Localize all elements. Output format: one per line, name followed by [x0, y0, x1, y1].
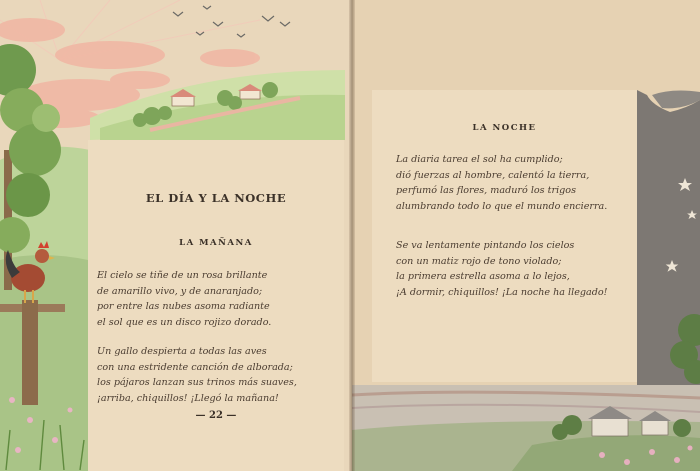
verse-line: con un matiz rojo de tono violado; — [396, 255, 562, 267]
verse-line: Un gallo despierta a todas las aves — [97, 346, 267, 357]
right-text-panel — [372, 90, 637, 382]
page-number: — 22 — — [195, 410, 237, 421]
verse-line: de amarillo vivo, y de anaranjado; — [97, 285, 263, 297]
verse-line: la primera estrella asoma a lo lejos, — [396, 271, 570, 283]
morning-stanza-2 — [97, 344, 297, 406]
night-stanza-1 — [396, 152, 607, 214]
morning-stanza-1 — [97, 268, 271, 330]
book-gutter — [349, 0, 355, 471]
verse-line: los pájaros lanzan sus trinos más suaves, — [97, 377, 297, 389]
verse-line: El cielo se tiñe de un rosa brillante — [97, 270, 268, 281]
verse-line: dió fuerzas al hombre, calentó la tierra, — [396, 169, 590, 181]
verse-line: ¡arriba, chiquillos! ¡Llegó la mañana! — [97, 392, 279, 404]
section-title-night: LA NOCHE — [472, 123, 537, 133]
verse-line: con una estridente canción de alborada; — [97, 361, 293, 373]
verse-line: ¡A dormir, chiquillos! ¡La noche ha llegado! — [396, 286, 608, 298]
verse-line: alumbrando todo lo que el mundo encierra. — [396, 200, 608, 212]
verse-line: Se va lentamente pintando los cielos — [396, 240, 575, 251]
page-title: EL DÍA Y LA NOCHE — [145, 191, 287, 205]
verse-line: perfumó las flores, maduró los trigos — [396, 185, 576, 197]
night-stanza-2 — [396, 238, 608, 300]
right-page — [352, 0, 700, 471]
verse-line: por entre las nubes asoma radiante — [97, 301, 270, 313]
birds-icon — [173, 6, 290, 37]
verse-line: el sol que es un disco rojizo dorado. — [97, 316, 272, 328]
verse-line: La diaria tarea el sol ha cumplido; — [396, 154, 563, 165]
section-title-morning: LA MAÑANA — [179, 238, 253, 248]
